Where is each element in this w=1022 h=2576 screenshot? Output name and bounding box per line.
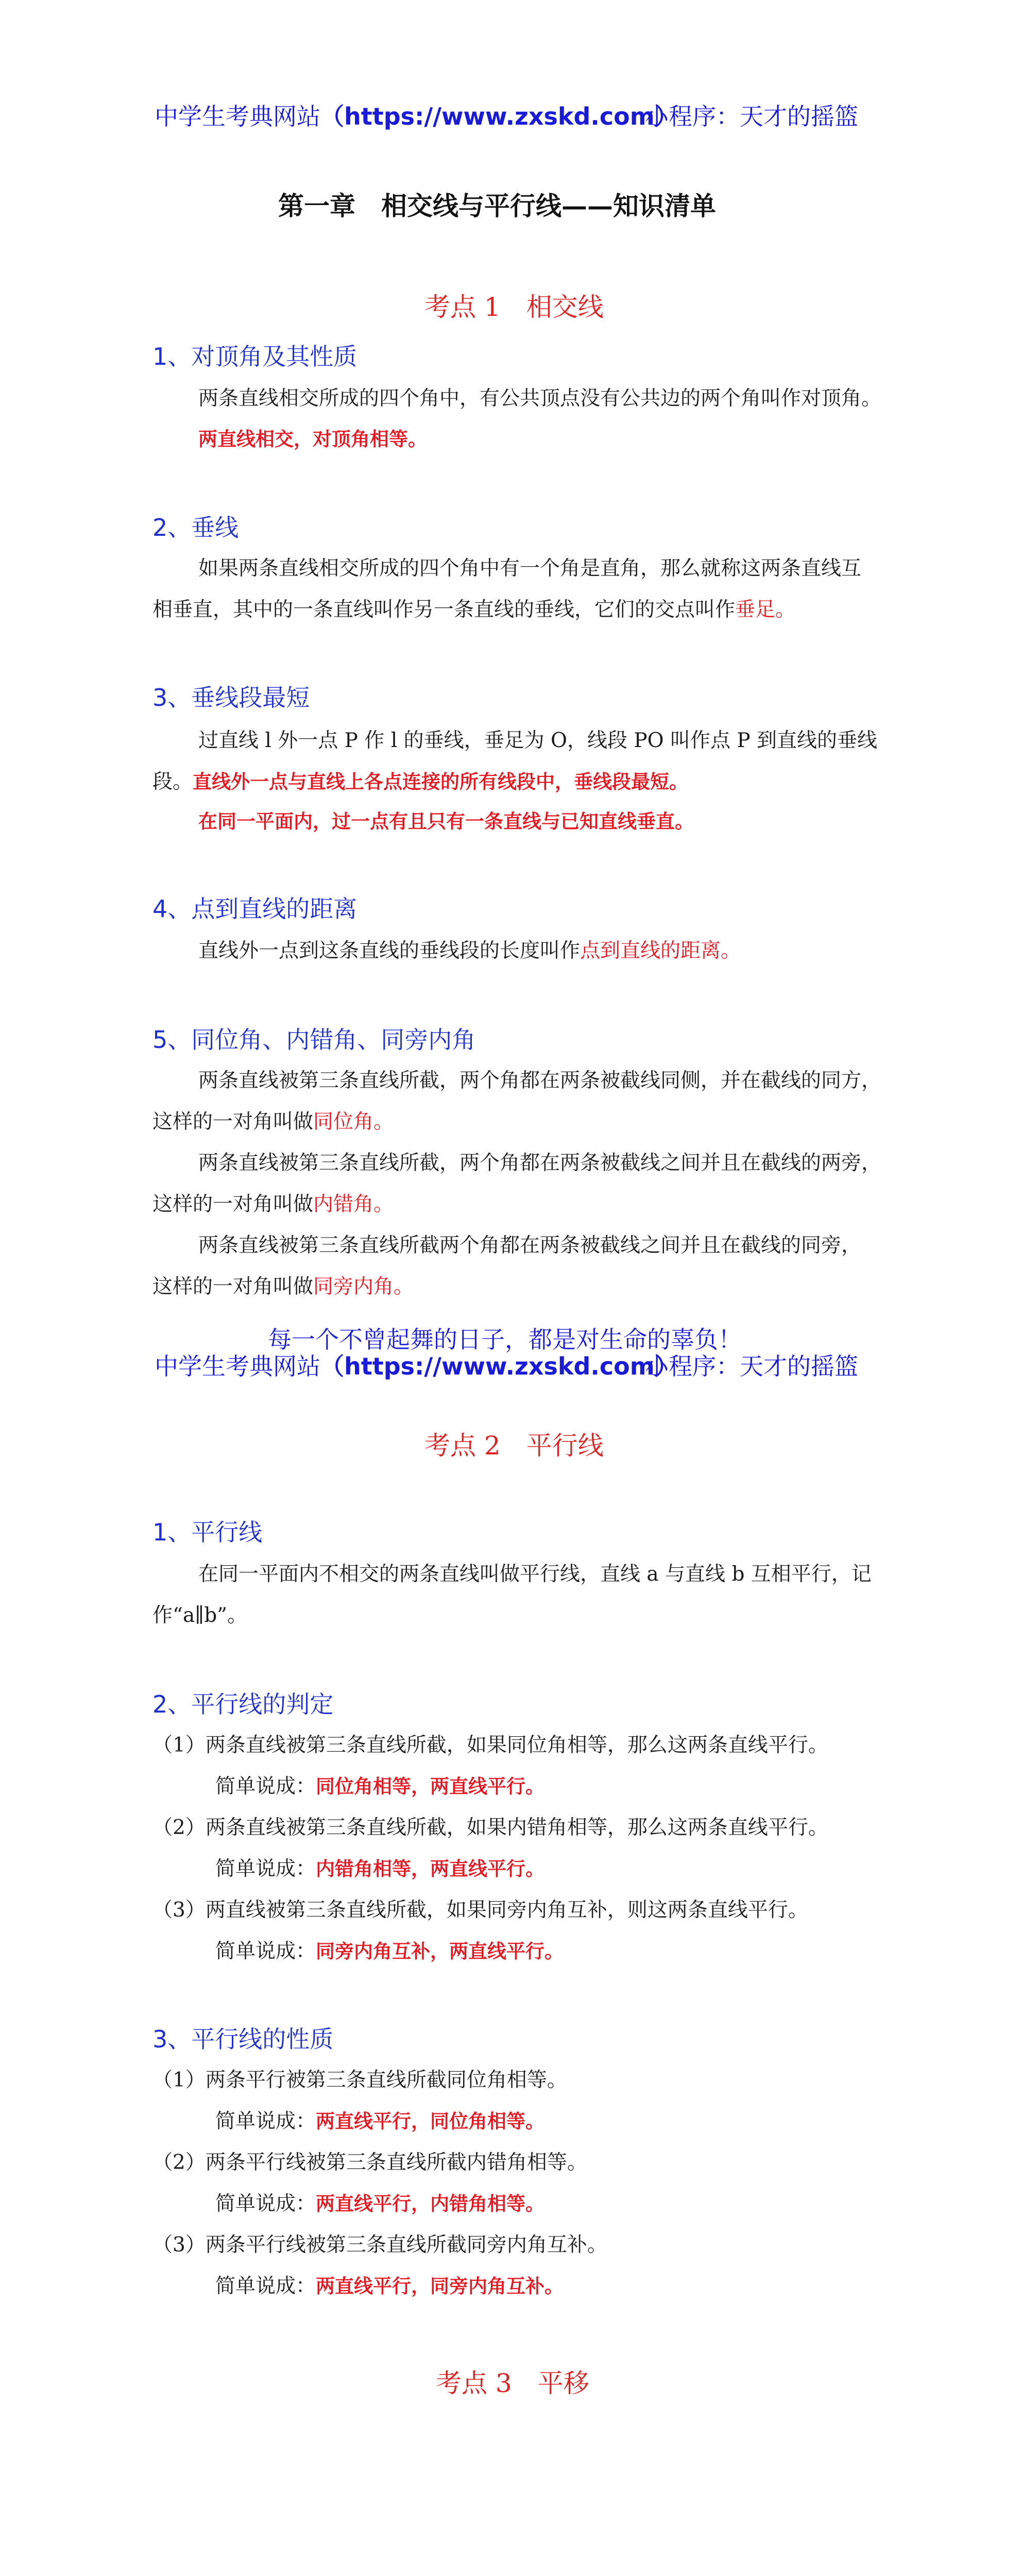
kp1-s2-line1: 如果两条直线相交所成的四个角中有一个角是直角，那么就称这两条直线互 <box>198 557 862 580</box>
kp2-s2-item3-red: 同旁内角互补，两直线平行。 <box>316 1940 564 1962</box>
kp2-s3-item3-red: 两直线平行，同旁内角互补。 <box>316 2275 564 2297</box>
kp1-s4-heading: 4、点到直线的距离 <box>152 895 357 923</box>
kp1-s3-line1: 过直线 l 外一点 P 作 l 的垂线，垂足为 O，线段 PO 叫作点 P 到直线的垂线 <box>198 729 877 752</box>
kp1-s5-c2: 这样的一对角叫做同旁内角。 <box>152 1275 414 1298</box>
kp1-s1-text: 两条直线相交所成的四个角中，有公共顶点没有公共边的两个角叫作对顶角。 <box>198 387 882 410</box>
kp2-s3-item2-red: 两直线平行，内错角相等。 <box>316 2193 545 2215</box>
footer-motto-1: 每一个不曾起舞的日子，都是对生命的辜负！ <box>268 1326 742 1353</box>
kp2-s1-heading: 1、平行线 <box>152 1518 263 1546</box>
kp1-s5-b1: 两条直线被第三条直线所截，两个角都在两条被截线之间并且在截线的两旁， <box>198 1151 882 1175</box>
kp2-s3-heading: 3、平行线的性质 <box>152 2025 334 2053</box>
site-header <box>155 98 678 132</box>
kp1-s4-line1: 直线外一点到这条直线的垂线段的长度叫作点到直线的距离。 <box>198 939 741 962</box>
kp1-s5-a2: 这样的一对角叫做同位角。 <box>152 1110 394 1133</box>
site-label-2: 中学生考典网站 <box>155 1352 320 1380</box>
kp1-s1-heading: 1、对顶角及其性质 <box>152 343 357 370</box>
kp1-s3-red1: 直线外一点与直线上各点连接的所有线段中，垂线段最短。 <box>193 771 689 793</box>
kp1-s2-red-term: 垂足。 <box>735 598 796 621</box>
kp2-s3-item1-summary: 简单说成：两直线平行，同位角相等。 <box>215 2110 545 2133</box>
kp2-s2-item3: （3）两直线被第三条直线所截，如果同旁内角互补，则这两条直线平行。 <box>152 1899 808 1922</box>
kp1-s2-heading: 2、垂线 <box>152 514 239 541</box>
kp1-s5-b2: 这样的一对角叫做内错角。 <box>152 1193 394 1216</box>
kp2-s2-item3-summary: 简单说成：同旁内角互补，两直线平行。 <box>215 1940 564 1963</box>
kp2-s3-item1-red: 两直线平行，同位角相等。 <box>316 2110 545 2132</box>
kp2-heading: 考点 2 平行线 <box>424 1431 604 1461</box>
kp1-s1-red: 两直线相交，对顶角相等。 <box>198 428 427 450</box>
kp2-s1-line2: 作“a∥b”。 <box>152 1604 248 1627</box>
kp2-s2-item2-summary: 简单说成：内错角相等，两直线平行。 <box>215 1857 545 1880</box>
kp1-s2-line2: 相垂直，其中的一条直线叫作另一条直线的垂线，它们的交点叫作垂足。 <box>152 598 796 621</box>
kp1-s5-c1: 两条直线被第三条直线所截两个角都在两条被截线之间并且在截线的同旁， <box>198 1234 862 1257</box>
kp2-s2-heading: 2、平行线的判定 <box>152 1690 334 1718</box>
site-url-link-2[interactable]: （https://www.zxskd.com） <box>320 1352 678 1380</box>
site-label: 中学生考典网站 <box>155 103 320 130</box>
site-url-link[interactable]: （https://www.zxskd.com） <box>320 103 678 130</box>
kp2-s1-line1: 在同一平面内不相交的两条直线叫做平行线，直线 a 与直线 b 互相平行，记 <box>198 1563 872 1586</box>
kp2-s3-item3-summary: 简单说成：两直线平行，同旁内角互补。 <box>215 2275 564 2298</box>
kp2-s3-item2-summary: 简单说成：两直线平行，内错角相等。 <box>215 2192 545 2215</box>
kp2-s2-item2-red: 内错角相等，两直线平行。 <box>316 1858 545 1880</box>
kp2-s3-item1: （1）两条平行被第三条直线所截同位角相等。 <box>152 2069 567 2092</box>
kp1-heading: 考点 1 相交线 <box>424 292 604 322</box>
kp2-s2-item1-summary: 简单说成：同位角相等，两直线平行。 <box>215 1775 545 1798</box>
kp1-s5-red-tongpang: 同旁内角。 <box>313 1275 414 1298</box>
kp2-s2-item1: （1）两条直线被第三条直线所截，如果同位角相等，那么这两条直线平行。 <box>152 1734 828 1757</box>
kp1-s3-heading: 3、垂线段最短 <box>152 684 310 711</box>
mini-program-label-2: 小程序：天才的摇篮 <box>645 1352 858 1380</box>
kp1-s5-red-neicuo: 内错角。 <box>313 1193 394 1216</box>
site-header-2 <box>155 1348 678 1382</box>
kp1-s5-a1: 两条直线被第三条直线所截，两个角都在两条被截线同侧，并在截线的同方， <box>198 1069 882 1092</box>
kp2-s2-item2: （2）两条直线被第三条直线所截，如果内错角相等，那么这两条直线平行。 <box>152 1816 828 1839</box>
kp1-s5-red-tongwei: 同位角。 <box>313 1110 394 1133</box>
kp2-s3-item3: （3）两条平行线被第三条直线所截同旁内角互补。 <box>152 2233 607 2257</box>
kp2-s3-item2: （2）两条平行线被第三条直线所截内错角相等。 <box>152 2151 587 2174</box>
kp1-s3-red2: 在同一平面内，过一点有且只有一条直线与已知直线垂直。 <box>198 810 694 833</box>
kp3-heading: 考点 3 平移 <box>436 2368 589 2398</box>
mini-program-label: 小程序：天才的摇篮 <box>645 103 858 130</box>
kp1-s4-red-term: 点到直线的距离。 <box>580 939 741 962</box>
kp1-s3-line2: 段。直线外一点与直线上各点连接的所有线段中，垂线段最短。 <box>152 770 689 793</box>
kp1-s5-heading: 5、同位角、内错角、同旁内角 <box>152 1026 476 1054</box>
kp2-s2-item1-red: 同位角相等，两直线平行。 <box>316 1775 545 1798</box>
page-title: 第一章 相交线与平行线——知识清单 <box>278 191 716 221</box>
